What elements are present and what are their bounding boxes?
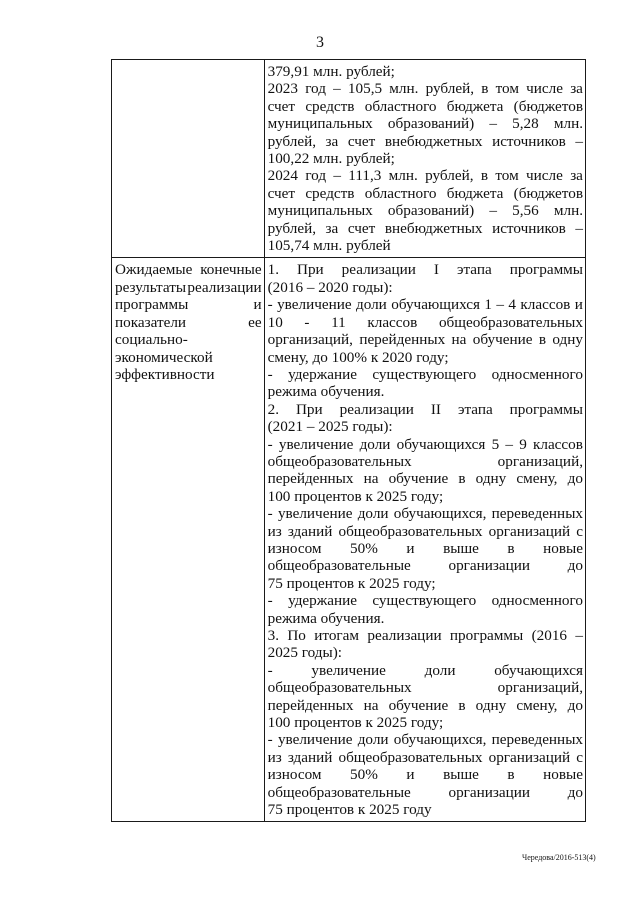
word: - xyxy=(267,731,273,749)
text-line xyxy=(268,697,583,714)
word: средств xyxy=(305,184,355,202)
word: 3. xyxy=(267,627,279,644)
word: в xyxy=(480,167,489,185)
word: - xyxy=(267,505,273,523)
text-line xyxy=(268,627,583,644)
word: организаций, xyxy=(497,452,583,470)
text-line xyxy=(268,185,583,202)
text-line xyxy=(115,261,262,278)
word: – xyxy=(575,627,583,644)
text-line: (2016 – 2020 годы): xyxy=(267,278,393,296)
word: 10 xyxy=(267,313,283,331)
word: обучение xyxy=(388,470,449,488)
word: рублей, xyxy=(267,219,316,237)
word: общеобразовательных xyxy=(338,748,483,766)
word: новые xyxy=(543,766,583,784)
word: реализации xyxy=(341,261,416,279)
document-footer-code: Чередова/2016-513(4) xyxy=(522,853,596,862)
text-line xyxy=(268,436,583,453)
word: до xyxy=(567,696,583,714)
word: организаций, xyxy=(267,331,353,349)
word: 5,56 xyxy=(512,202,539,220)
word: обучающихся xyxy=(391,296,480,314)
word: счет xyxy=(347,219,376,237)
text-line: 100 процентов к 2025 году; xyxy=(267,714,444,732)
word: реализации xyxy=(367,627,442,644)
word: При xyxy=(296,261,324,279)
word: числе xyxy=(526,167,563,185)
word: на xyxy=(363,696,379,714)
word: 1 xyxy=(484,296,492,314)
text-line: 100 процентов к 2025 году; xyxy=(267,487,444,505)
word: увеличение xyxy=(277,505,353,523)
table-row xyxy=(112,258,586,822)
word: – xyxy=(489,115,497,133)
text-line xyxy=(268,557,583,574)
word: 4 xyxy=(508,296,516,314)
row1-left-cell xyxy=(112,60,265,258)
word: 5,28 xyxy=(512,115,539,133)
word: 50% xyxy=(350,539,378,557)
word: 2023 xyxy=(267,80,298,98)
text-line xyxy=(268,749,583,766)
word: обучающихся xyxy=(396,435,486,453)
word: существующего xyxy=(372,365,477,383)
word: реализации xyxy=(339,400,414,418)
text-line xyxy=(268,220,583,237)
word: итогам xyxy=(314,627,359,644)
word: с xyxy=(576,522,583,540)
word: за xyxy=(570,167,583,185)
word: износом xyxy=(267,766,322,784)
word: износом xyxy=(267,539,322,557)
word: обучение xyxy=(472,331,533,349)
word: средств xyxy=(305,97,355,115)
word: одну xyxy=(475,696,507,714)
word: млн. xyxy=(389,80,419,98)
word: 50% xyxy=(350,766,378,784)
word: – xyxy=(496,296,504,314)
program-passport-table xyxy=(111,59,586,822)
row2-right-cell xyxy=(264,258,585,822)
word: счет xyxy=(267,97,296,115)
word: в xyxy=(538,331,547,349)
text-line: 75 процентов к 2025 году; xyxy=(267,574,436,592)
word: перейденных xyxy=(267,470,354,488)
text-line: режима обучения. xyxy=(267,383,385,401)
word: выше xyxy=(443,766,479,784)
text-line xyxy=(268,505,583,522)
word: – xyxy=(333,80,341,98)
text-line xyxy=(268,331,583,348)
word: рублей, xyxy=(267,132,316,150)
word: 5 xyxy=(491,435,500,453)
word: (2016 xyxy=(531,627,568,644)
word: реализации xyxy=(187,278,262,296)
word: зданий xyxy=(287,748,333,766)
text-line xyxy=(268,766,583,783)
word: внебюджетных xyxy=(384,132,483,150)
word: этапа xyxy=(457,400,493,418)
word: млн. xyxy=(553,202,583,220)
text-line xyxy=(268,470,583,487)
word: увеличение xyxy=(277,296,352,314)
word: программы xyxy=(115,296,189,314)
word: 2024 xyxy=(267,167,298,185)
word: внебюджетных xyxy=(384,219,483,237)
word: классов xyxy=(520,296,571,314)
word: увеличение xyxy=(311,661,386,679)
word: обучающихся xyxy=(494,661,583,679)
word: до xyxy=(567,557,583,575)
word: общеобразовательных xyxy=(267,679,412,697)
word: источников xyxy=(492,219,566,237)
text-line: 105,74 млн. рублей xyxy=(267,237,391,255)
word: в xyxy=(507,766,515,784)
word: организации xyxy=(448,783,531,801)
word: из xyxy=(267,748,282,766)
word: I xyxy=(433,261,439,279)
text-line xyxy=(268,133,583,150)
word: смену, xyxy=(516,696,558,714)
word: том xyxy=(495,167,519,185)
word: односменного xyxy=(491,592,583,610)
word: увеличение xyxy=(277,731,353,749)
word: в xyxy=(458,470,466,488)
word: числе xyxy=(526,80,563,98)
word: доли xyxy=(355,296,387,314)
word: счет xyxy=(347,132,376,150)
word: млн. xyxy=(553,115,583,133)
word: из xyxy=(267,522,282,540)
word: классов xyxy=(367,313,418,331)
word: - xyxy=(267,435,273,453)
page-number: 3 xyxy=(316,34,324,51)
text-line xyxy=(268,261,583,278)
text-line xyxy=(115,314,262,331)
text-line: (2021 – 2025 годы): xyxy=(267,418,393,436)
word: перейденных xyxy=(267,696,354,714)
text-line xyxy=(268,98,583,115)
word: (бюджетов xyxy=(513,184,583,202)
word: том xyxy=(495,80,519,98)
word: доли xyxy=(357,505,389,523)
word: (бюджетов xyxy=(513,97,583,115)
text-line xyxy=(268,167,583,184)
word: - xyxy=(267,365,273,383)
word: обучение xyxy=(388,696,449,714)
text-line: 2025 годы): xyxy=(267,644,342,662)
word: При xyxy=(295,400,323,418)
word: областного xyxy=(364,184,437,202)
text-line: 100,22 млн. рублей; xyxy=(267,150,395,168)
word: 111,3 xyxy=(348,167,382,185)
word: в xyxy=(458,696,466,714)
word: источников xyxy=(492,132,566,150)
word: год xyxy=(305,167,327,185)
word: организаций, xyxy=(497,679,583,697)
word: – xyxy=(489,202,497,220)
word: перейденных xyxy=(359,331,446,349)
text-line: смену, до 100% к 2020 году; xyxy=(267,348,449,366)
word: муниципальных xyxy=(267,202,373,220)
text-line xyxy=(268,662,583,679)
word: одну xyxy=(475,470,507,488)
text-line: социально- xyxy=(115,331,188,349)
word: классов xyxy=(532,435,583,453)
text-line xyxy=(268,366,583,383)
text-line: 75 процентов к 2025 году xyxy=(267,801,432,819)
word: обучающихся, xyxy=(393,505,487,523)
word: общеобразовательные xyxy=(267,783,411,801)
word: рублей, xyxy=(425,80,475,98)
word: и xyxy=(406,766,415,784)
word: результаты xyxy=(115,278,187,296)
word: доли xyxy=(357,731,389,749)
word: удержание xyxy=(288,365,357,383)
word: за xyxy=(325,132,339,150)
word: зданий xyxy=(287,522,333,540)
word: и xyxy=(406,539,415,557)
word: - xyxy=(267,661,273,679)
text-line xyxy=(268,314,583,331)
word: смену, xyxy=(516,470,558,488)
word: конечные xyxy=(200,261,262,279)
word: до xyxy=(567,470,583,488)
row1-right-cell xyxy=(264,60,585,258)
text-line xyxy=(268,523,583,540)
word: за xyxy=(325,219,339,237)
word: ее xyxy=(248,313,262,331)
text-line xyxy=(268,296,583,313)
text-line: эффективности xyxy=(115,365,215,383)
word: образований) xyxy=(387,202,475,220)
word: организаций xyxy=(488,522,571,540)
word: увеличение xyxy=(278,435,354,453)
word: млн. xyxy=(388,167,418,185)
word: до xyxy=(567,783,583,801)
word: доли xyxy=(424,661,456,679)
word: бюджета xyxy=(446,97,504,115)
word: выше xyxy=(443,539,479,557)
text-line xyxy=(268,453,583,470)
text-line: экономической xyxy=(115,348,213,366)
row2-left-cell xyxy=(112,258,265,822)
word: 9 xyxy=(519,435,527,453)
text-line xyxy=(268,401,583,418)
word: II xyxy=(430,400,441,418)
word: одну xyxy=(552,331,583,349)
word: - xyxy=(267,296,273,314)
text-line xyxy=(268,540,583,557)
word: и xyxy=(253,296,262,314)
word: - xyxy=(304,313,310,331)
text-line xyxy=(115,279,262,296)
word: год xyxy=(305,80,326,98)
word: счет xyxy=(267,184,296,202)
text-line xyxy=(268,731,583,748)
word: в xyxy=(507,539,515,557)
word: общеобразовательных xyxy=(438,313,583,331)
word: образований) xyxy=(387,115,475,133)
word: – xyxy=(575,219,583,237)
word: – xyxy=(333,167,341,185)
word: 1. xyxy=(267,261,279,279)
word: переведенных xyxy=(491,731,583,749)
word: областного xyxy=(364,97,437,115)
word: программы xyxy=(509,261,583,279)
word: организации xyxy=(448,557,531,575)
word: новые xyxy=(543,539,583,557)
word: на xyxy=(363,470,379,488)
word: рублей, xyxy=(425,167,474,185)
text-line xyxy=(268,115,583,132)
word: 11 xyxy=(331,313,346,331)
text-line: 379,91 млн. рублей; xyxy=(267,63,395,80)
word: и xyxy=(574,296,583,314)
word: удержание xyxy=(288,592,357,610)
text-line: режима обучения. xyxy=(267,609,385,627)
word: бюджета xyxy=(446,184,504,202)
word: общеобразовательных xyxy=(338,522,483,540)
word: этапа xyxy=(456,261,492,279)
text-line xyxy=(268,202,583,219)
word: с xyxy=(576,748,583,766)
text-line xyxy=(268,80,583,97)
word: обучающихся, xyxy=(393,731,487,749)
word: переведенных xyxy=(491,505,583,523)
word: существующего xyxy=(372,592,477,610)
word: доли xyxy=(359,435,391,453)
text-line xyxy=(115,296,262,313)
word: 105,5 xyxy=(347,80,383,98)
word: муниципальных xyxy=(267,115,373,133)
text-line xyxy=(268,784,583,801)
table-row xyxy=(112,60,586,258)
word: – xyxy=(575,132,583,150)
text-line xyxy=(268,592,583,609)
word: общеобразовательных xyxy=(267,452,412,470)
word: Ожидаемые xyxy=(115,261,193,279)
word: По xyxy=(287,627,306,644)
word: программы xyxy=(509,400,583,418)
word: организаций xyxy=(488,748,571,766)
word: показатели xyxy=(115,313,187,331)
word: на xyxy=(451,331,467,349)
word: в xyxy=(481,80,489,98)
word: - xyxy=(267,592,273,610)
word: программы xyxy=(449,627,524,644)
word: односменного xyxy=(491,365,583,383)
word: – xyxy=(505,435,513,453)
word: общеобразовательные xyxy=(267,557,411,575)
word: за xyxy=(570,80,583,98)
text-line xyxy=(268,679,583,696)
word: 2. xyxy=(267,400,279,418)
